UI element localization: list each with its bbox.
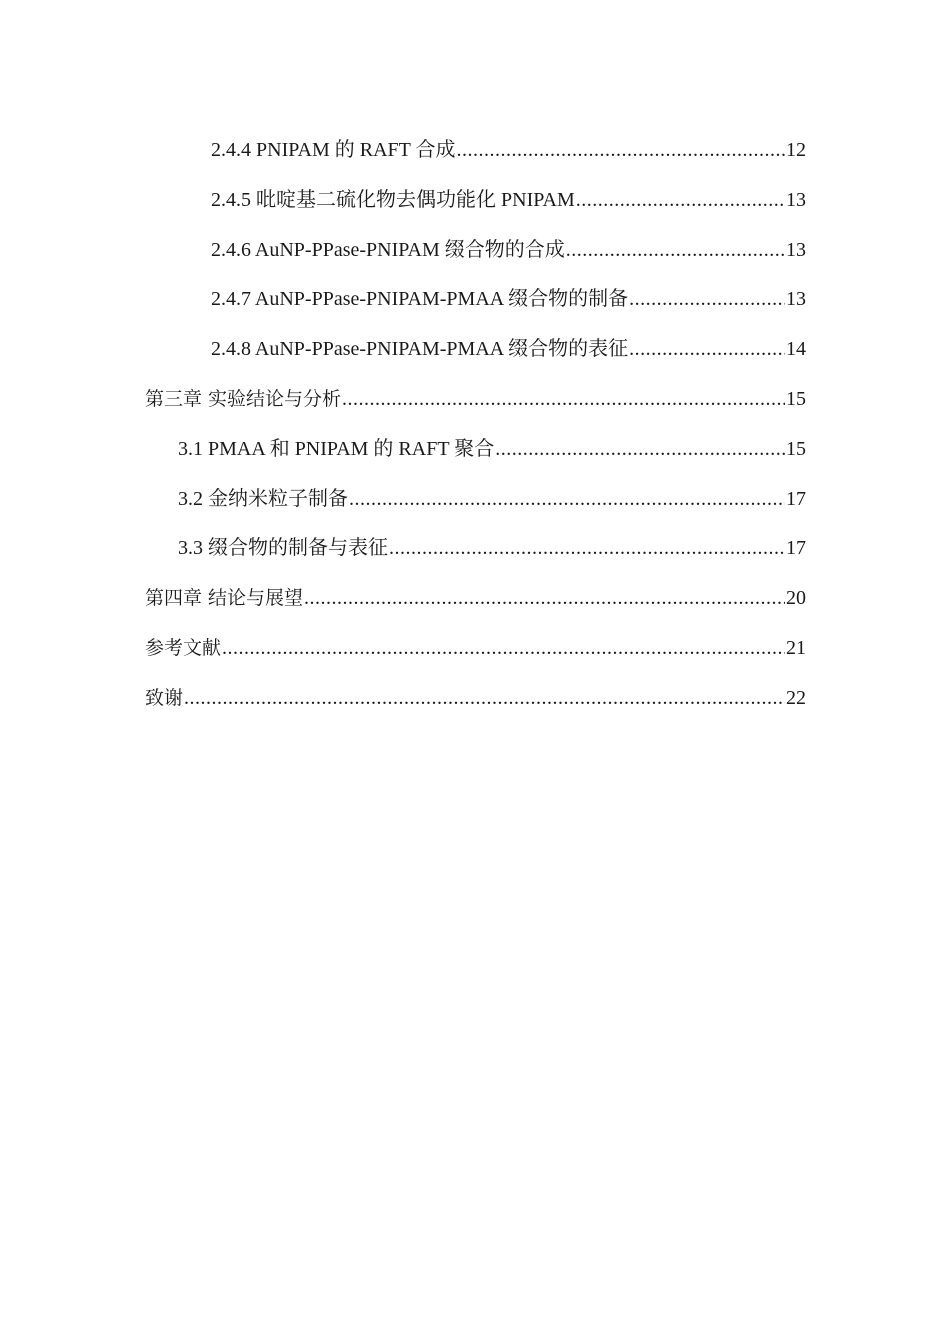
toc-dot-leader bbox=[389, 524, 785, 574]
toc-entry-page: 13 bbox=[786, 238, 806, 261]
toc-entry-title: 2.4.6 AuNP-PPase-PNIPAM 缀合物的合成 bbox=[211, 238, 565, 261]
toc-dot-leader bbox=[222, 624, 785, 674]
toc-entry-title: 2.4.7 AuNP-PPase-PNIPAM-PMAA 缀合物的制备 bbox=[211, 288, 629, 311]
toc-dot-leader bbox=[566, 226, 785, 276]
toc-entry-title: 2.4.4 PNIPAM 的 RAFT 合成 bbox=[211, 139, 456, 161]
toc-entry[interactable] bbox=[145, 275, 806, 325]
toc-dot-leader bbox=[629, 325, 785, 375]
toc-entry-title: 3.1 PMAA 和 PNIPAM 的 RAFT 聚合 bbox=[178, 437, 495, 460]
toc-dot-leader bbox=[304, 574, 785, 624]
toc-entry-page: 21 bbox=[786, 636, 806, 659]
toc-entry-page: 22 bbox=[786, 686, 806, 709]
toc-entry[interactable] bbox=[145, 524, 806, 574]
toc-entry[interactable] bbox=[145, 425, 806, 475]
toc-entry-page: 17 bbox=[786, 537, 806, 560]
toc-entry[interactable] bbox=[145, 475, 806, 525]
toc-dot-leader bbox=[576, 176, 785, 226]
toc-chapter-entry[interactable] bbox=[145, 674, 806, 724]
toc-entry-page: 14 bbox=[786, 338, 806, 361]
toc-entry-title: 2.4.5 吡啶基二硫化物去偶功能化 PNIPAM bbox=[211, 188, 575, 211]
toc-entry-title: 致谢 bbox=[145, 686, 184, 709]
toc-entry-page: 13 bbox=[786, 188, 806, 211]
toc-entry-title: 3.2 金纳米粒子制备 bbox=[178, 487, 348, 510]
toc-dot-leader bbox=[349, 475, 785, 525]
toc-entry[interactable] bbox=[145, 126, 806, 176]
toc-entry-page: 17 bbox=[786, 487, 806, 510]
toc-dot-leader bbox=[495, 425, 785, 475]
toc-chapter-entry[interactable] bbox=[145, 574, 806, 624]
table-of-contents bbox=[145, 126, 806, 724]
toc-entry-title: 第三章 实验结论与分析 bbox=[145, 387, 342, 410]
toc-entry-title: 2.4.8 AuNP-PPase-PNIPAM-PMAA 缀合物的表征 bbox=[211, 338, 629, 361]
toc-chapter-entry[interactable] bbox=[145, 375, 806, 425]
toc-entry[interactable] bbox=[145, 325, 806, 375]
toc-entry[interactable] bbox=[145, 176, 806, 226]
toc-dot-leader bbox=[184, 674, 785, 724]
toc-entry-page: 13 bbox=[786, 288, 806, 311]
toc-entry-title: 参考文献 bbox=[145, 636, 222, 659]
toc-entry-title: 第四章 结论与展望 bbox=[145, 587, 304, 610]
toc-dot-leader bbox=[457, 126, 785, 176]
toc-entry-page: 12 bbox=[786, 139, 806, 161]
toc-entry-title: 3.3 缀合物的制备与表征 bbox=[178, 537, 388, 560]
toc-dot-leader bbox=[342, 375, 785, 425]
toc-chapter-entry[interactable] bbox=[145, 624, 806, 674]
toc-entry-page: 20 bbox=[786, 587, 806, 610]
toc-dot-leader bbox=[629, 275, 785, 325]
toc-entry-page: 15 bbox=[786, 437, 806, 460]
toc-entry-page: 15 bbox=[786, 387, 806, 410]
toc-entry[interactable] bbox=[145, 226, 806, 276]
